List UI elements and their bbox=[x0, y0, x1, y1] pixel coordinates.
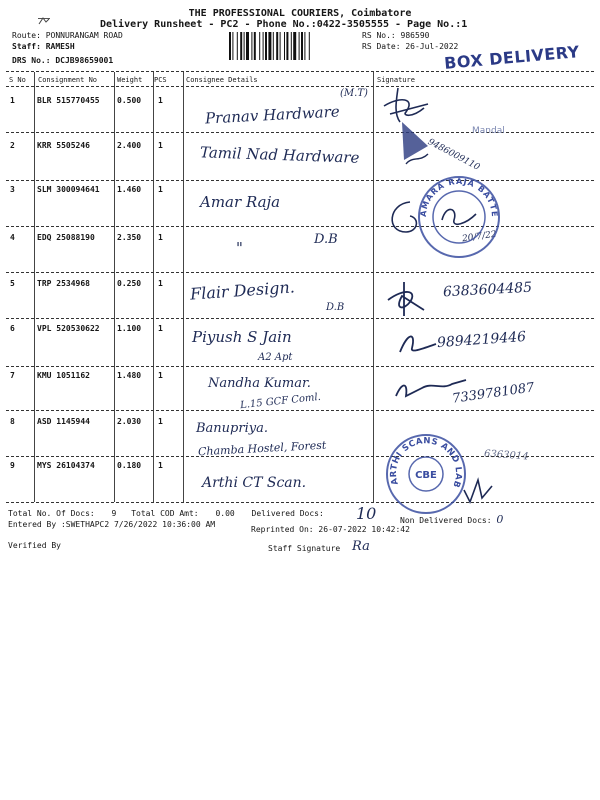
totals-row bbox=[8, 509, 324, 518]
barcode-bar bbox=[259, 32, 260, 60]
signature-date: 20/7/22 bbox=[461, 229, 498, 245]
scans-stamp-center: CBE bbox=[415, 470, 437, 481]
barcode-bar bbox=[276, 32, 278, 60]
rs-no-row bbox=[362, 31, 429, 40]
row-sno: 8 bbox=[10, 417, 15, 426]
col-header-consignee: Consignee Details bbox=[186, 76, 258, 84]
total-docs-label: Total No. Of Docs: bbox=[8, 509, 95, 518]
amara-raja-stamp bbox=[416, 174, 502, 260]
signature-phone: 9486009110 bbox=[426, 137, 482, 173]
row-consignment: BLR 515770455 bbox=[37, 96, 100, 105]
row-rule bbox=[6, 226, 594, 227]
row-consignment: VPL 520530622 bbox=[37, 324, 100, 333]
consignee-note: D.B bbox=[326, 302, 345, 313]
barcode-bar bbox=[280, 32, 281, 60]
non-delivered-value: 0 bbox=[496, 513, 504, 526]
consignee-handwriting: Banupriya. bbox=[196, 421, 268, 436]
barcode-bar bbox=[254, 32, 256, 60]
row-rule bbox=[6, 318, 594, 319]
drs-label: DRS No.: bbox=[12, 56, 51, 65]
barcode bbox=[229, 32, 345, 60]
row-sno: 3 bbox=[10, 185, 15, 194]
barcode-bar bbox=[263, 32, 264, 60]
column-divider bbox=[153, 72, 154, 502]
staff-value: RAMESH bbox=[45, 42, 75, 51]
company-title: THE PROFESSIONAL COURIERS, Coimbatore bbox=[188, 8, 412, 19]
barcode-bar bbox=[232, 32, 233, 60]
row-consignment: SLM 300094641 bbox=[37, 185, 100, 194]
barcode-bar bbox=[229, 32, 231, 60]
non-delivered-label: Non Delivered Docs: bbox=[400, 516, 492, 525]
signature-phone: 9894219446 bbox=[436, 328, 527, 352]
column-divider bbox=[183, 72, 184, 502]
row-sno: 4 bbox=[10, 233, 15, 242]
barcode-bar bbox=[293, 32, 296, 60]
barcode-bar bbox=[309, 32, 310, 60]
barcode-bar bbox=[268, 32, 271, 60]
row-rule bbox=[6, 366, 594, 367]
col-header-weight: Weight bbox=[117, 76, 143, 84]
consignee-note: L.15 GCF Coml. bbox=[239, 391, 322, 412]
row-pcs: 1 bbox=[158, 417, 163, 426]
rs-date-label: RS Date: bbox=[362, 42, 401, 51]
total-docs-value: 9 bbox=[111, 509, 117, 518]
row-pcs: 1 bbox=[158, 185, 163, 194]
delivered-label: Delivered Docs: bbox=[251, 509, 324, 518]
row-rule bbox=[6, 456, 594, 457]
route-value: PONNURANGAM ROAD bbox=[45, 31, 123, 40]
row-sno: 1 bbox=[10, 96, 15, 105]
row-pcs: 1 bbox=[158, 371, 163, 380]
total-cod-label: Total COD Amt: bbox=[131, 509, 199, 518]
row-weight: 0.180 bbox=[117, 461, 142, 470]
consignee-handwriting: Tamil Nad Hardware bbox=[199, 143, 360, 167]
handwritten-signature bbox=[394, 328, 440, 358]
row-weight: 2.350 bbox=[117, 233, 142, 242]
drs-row bbox=[12, 56, 113, 65]
barcode-bar bbox=[299, 32, 300, 60]
rs-date-value: 26-Jul-2022 bbox=[405, 42, 459, 51]
row-consignment: ASD 1145944 bbox=[37, 417, 90, 426]
row-sno: 5 bbox=[10, 279, 15, 288]
svg-text:AMARA RAJA BATTERIES LTD bbox=[416, 174, 499, 218]
row-pcs: 1 bbox=[158, 461, 163, 470]
row-consignment: MYS 26104374 bbox=[37, 461, 95, 470]
row-consignment: KMU 1051162 bbox=[37, 371, 90, 380]
runsheet-subtitle: Delivery Runsheet - PC2 - Phone No.:0422-3505555 - Page No.:1 bbox=[100, 19, 468, 30]
handwritten-signature bbox=[398, 116, 438, 168]
route-label: Route: bbox=[12, 31, 41, 40]
staff-label: Staff: bbox=[12, 42, 41, 51]
handwritten-signature bbox=[392, 376, 472, 406]
col-header-sno: S No bbox=[9, 76, 26, 84]
row-weight: 0.500 bbox=[117, 96, 142, 105]
total-cod-value: 0.00 bbox=[215, 509, 235, 518]
rs-no-value: 986590 bbox=[400, 31, 430, 40]
row-pcs: 1 bbox=[158, 96, 163, 105]
row-sno: 9 bbox=[10, 461, 15, 470]
verified-by: Verified By bbox=[8, 541, 61, 550]
row-sno: 6 bbox=[10, 324, 15, 333]
row-weight: 1.460 bbox=[117, 185, 142, 194]
column-divider bbox=[373, 72, 374, 502]
row-rule bbox=[6, 272, 594, 273]
row-pcs: 1 bbox=[158, 279, 163, 288]
row-weight: 1.480 bbox=[117, 371, 142, 380]
row-rule bbox=[6, 132, 594, 133]
row-rule bbox=[6, 180, 594, 181]
row-weight: 1.100 bbox=[117, 324, 142, 333]
consignee-note: (M.T) bbox=[340, 88, 368, 99]
scans-stamp-text: ARTHI SCANS AND LAB bbox=[388, 436, 464, 490]
table-header-rule bbox=[6, 86, 594, 87]
route-row bbox=[12, 31, 123, 40]
drs-value: DCJB98659001 bbox=[55, 56, 114, 65]
row-sno: 7 bbox=[10, 371, 15, 380]
column-divider bbox=[34, 72, 35, 502]
signature-phone: 6363014 bbox=[483, 448, 529, 463]
barcode-bar bbox=[240, 32, 242, 60]
table-top-rule bbox=[6, 71, 594, 72]
scans-and-labs-stamp bbox=[384, 432, 468, 516]
signature-phone: 6383604485 bbox=[442, 279, 533, 301]
staff-signature-mark: Ra bbox=[352, 539, 370, 554]
row-pcs: 1 bbox=[158, 141, 163, 150]
staff-signature-label: Staff Signature bbox=[268, 544, 341, 553]
handwritten-signature bbox=[384, 280, 430, 320]
barcode-bar bbox=[273, 32, 274, 60]
row-consignment: KRR 5505246 bbox=[37, 141, 90, 150]
row-pcs: 1 bbox=[158, 233, 163, 242]
barcode-bar bbox=[301, 32, 303, 60]
consignee-handwriting: Arthi CT Scan. bbox=[202, 475, 307, 491]
barcode-bar bbox=[304, 32, 305, 60]
rs-no-label: RS No.: bbox=[362, 31, 396, 40]
col-header-signature: Signature bbox=[377, 76, 415, 84]
barcode-bar bbox=[244, 32, 245, 60]
col-header-pcs: PCS bbox=[154, 76, 167, 84]
column-divider bbox=[114, 72, 115, 502]
barcode-bar bbox=[251, 32, 252, 60]
row-rule bbox=[6, 410, 594, 411]
rs-date-row bbox=[362, 42, 458, 51]
row-consignment: EDQ 25088190 bbox=[37, 233, 95, 242]
non-delivered-row bbox=[400, 513, 503, 526]
barcode-bar bbox=[291, 32, 292, 60]
mandal-faint-stamp: Mandal bbox=[472, 126, 505, 136]
row-weight: 0.250 bbox=[117, 279, 142, 288]
reprinted-on: Reprinted On: 26-07-2022 10:42:42 bbox=[251, 525, 410, 534]
consignee-handwriting: Pranav Hardware bbox=[204, 102, 341, 128]
amara-raja-stamp-text: AMARA RAJA BATTE bbox=[418, 176, 500, 218]
barcode-bar bbox=[237, 32, 238, 60]
delivered-value: 10 bbox=[356, 504, 377, 523]
col-header-consignment: Consignment No bbox=[38, 76, 98, 84]
entered-by: Entered By :SWETHAPC2 7/26/2022 10:36:00 AM bbox=[8, 520, 216, 529]
staff-row bbox=[12, 42, 75, 51]
barcode-bar bbox=[265, 32, 267, 60]
consignee-note: Chamba Hostel, Forest bbox=[197, 438, 327, 459]
consignee-note: A2 Apt bbox=[258, 352, 293, 363]
consignee-handwriting: Nandha Kumar. bbox=[208, 376, 311, 391]
row-pcs: 1 bbox=[158, 324, 163, 333]
table-bottom-rule bbox=[6, 502, 594, 503]
row-consignment: TRP 2534968 bbox=[37, 279, 90, 288]
row-weight: 2.030 bbox=[117, 417, 142, 426]
handwritten-signature bbox=[460, 476, 496, 506]
row-weight: 2.400 bbox=[117, 141, 142, 150]
consignee-handwriting: Piyush S Jain bbox=[192, 328, 292, 346]
signature-phone: 7339781087 bbox=[451, 380, 536, 407]
handwritten-signature bbox=[382, 198, 422, 238]
consignee-ditto: " bbox=[236, 239, 243, 257]
consignee-handwriting: Flair Design. bbox=[189, 277, 296, 304]
consignee-handwriting: Amar Raja bbox=[200, 193, 281, 211]
box-delivery-stamp: BOX DELIVERY bbox=[443, 42, 581, 73]
barcode-bar bbox=[286, 32, 288, 60]
barcode-bar bbox=[284, 32, 285, 60]
barcode-bar bbox=[246, 32, 249, 60]
row-sno: 2 bbox=[10, 141, 15, 150]
consignee-note: D.B bbox=[314, 232, 338, 247]
